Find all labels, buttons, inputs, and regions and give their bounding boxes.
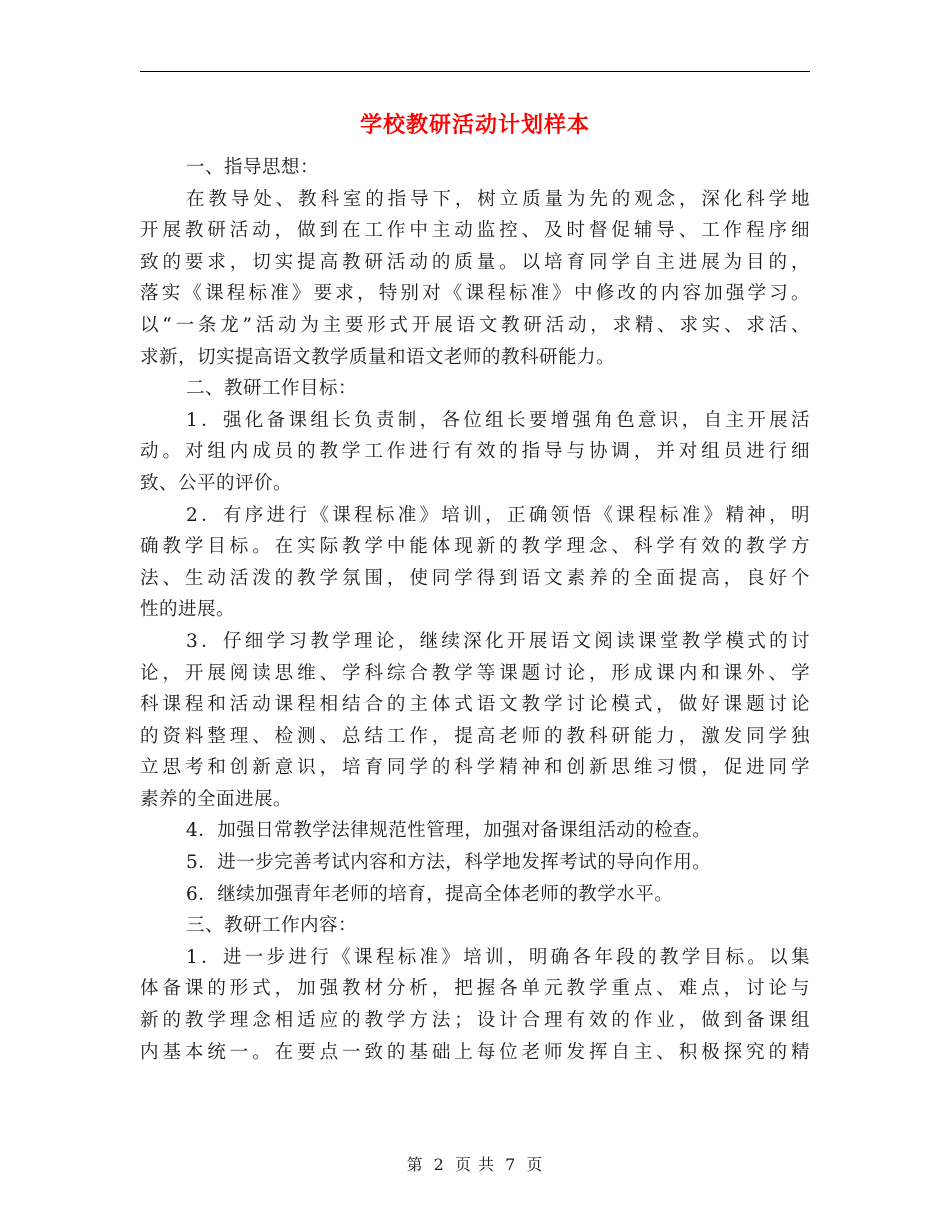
page-footer [0, 1152, 950, 1175]
text-line: 内基本统一。在要点一致的基础上每位老师发挥自主、积极探究的精 [140, 1041, 810, 1063]
text-line: 确教学目标。在实际教学中能体现新的教学理念、科学有效的教学方 [140, 536, 810, 558]
text-line: 二、教研工作目标： [186, 378, 358, 400]
text-line: 开展教研活动，做到在工作中主动监控、及时督促辅导、工作程序细 [140, 220, 810, 242]
text-line: 6．继续加强青年老师的培育，提高全体老师的教学水平。 [186, 883, 674, 905]
text-line: 4．加强日常教学法律规范性管理，加强对备课组活动的检查。 [186, 820, 712, 842]
text-line: 新的教学理念相适应的教学方法；设计合理有效的作业，做到备课组 [140, 1010, 810, 1032]
text-line: 的资料整理、检测、总结工作，提高老师的教科研能力，激发同学独 [140, 725, 810, 747]
text-line: 体备课的形式，加强教材分析，把握各单元教学重点、难点，讨论与 [140, 978, 810, 1000]
text-line: 素养的全面进展。 [140, 788, 293, 810]
text-line: 科课程和活动课程相结合的主体式语文教学讨论模式，做好课题讨论 [140, 694, 810, 716]
text-line: 以“一条龙”活动为主要形式开展语文教研活动，求精、求实、求活、 [140, 314, 810, 336]
text-line: 在教导处、教科室的指导下，树立质量为先的观念，深化科学地 [186, 188, 810, 210]
footer-total-pages: 7 [505, 1155, 517, 1174]
text-line: 论，开展阅读思维、学科综合教学等课题讨论，形成课内和课外、学 [140, 662, 810, 684]
text-line: 一、指导思想： [186, 157, 320, 178]
text-line: 致、公平的评价。 [140, 472, 293, 494]
text-line: 致的要求，切实提高教研活动的质量。以培育同学自主进展为目的， [140, 251, 810, 273]
footer-prefix: 第 [406, 1155, 424, 1174]
text-line: 性的进展。 [140, 599, 236, 621]
text-line: 求新，切实提高语文教学质量和语文老师的教科研能力。 [140, 346, 616, 368]
text-line: 动。对组内成员的教学工作进行有效的指导与协调，并对组员进行细 [140, 441, 810, 463]
text-line: 1．强化备课组长负责制，各位组长要增强角色意识，自主开展活 [186, 409, 810, 431]
text-line: 1．进一步进行《课程标准》培训，明确各年段的教学目标。以集 [186, 946, 810, 968]
text-line: 2．有序进行《课程标准》培训，正确领悟《课程标准》精神，明 [186, 504, 810, 526]
text-line: 3．仔细学习教学理论，继续深化开展语文阅读课堂教学模式的讨 [186, 630, 810, 652]
footer-suffix: 页 [526, 1155, 544, 1174]
footer-middle: 页 共 [454, 1155, 496, 1174]
header-rule [140, 71, 810, 72]
text-line: 落实《课程标准》要求，特别对《课程标准》中修改的内容加强学习。 [140, 283, 810, 305]
text-line: 法、生动活泼的教学氛围，使同学得到语文素养的全面提高，良好个 [140, 567, 810, 589]
text-line: 立思考和创新意识，培育同学的科学精神和创新思维习惯，促进同学 [140, 757, 810, 779]
document-body [140, 152, 810, 1068]
footer-current-page: 2 [433, 1155, 445, 1174]
text-line: 三、教研工作内容： [186, 915, 358, 937]
document-title: 学校教研活动计划样本 [359, 113, 590, 138]
text-line: 5．进一步完善考试内容和方法，科学地发挥考试的导向作用。 [186, 852, 712, 874]
